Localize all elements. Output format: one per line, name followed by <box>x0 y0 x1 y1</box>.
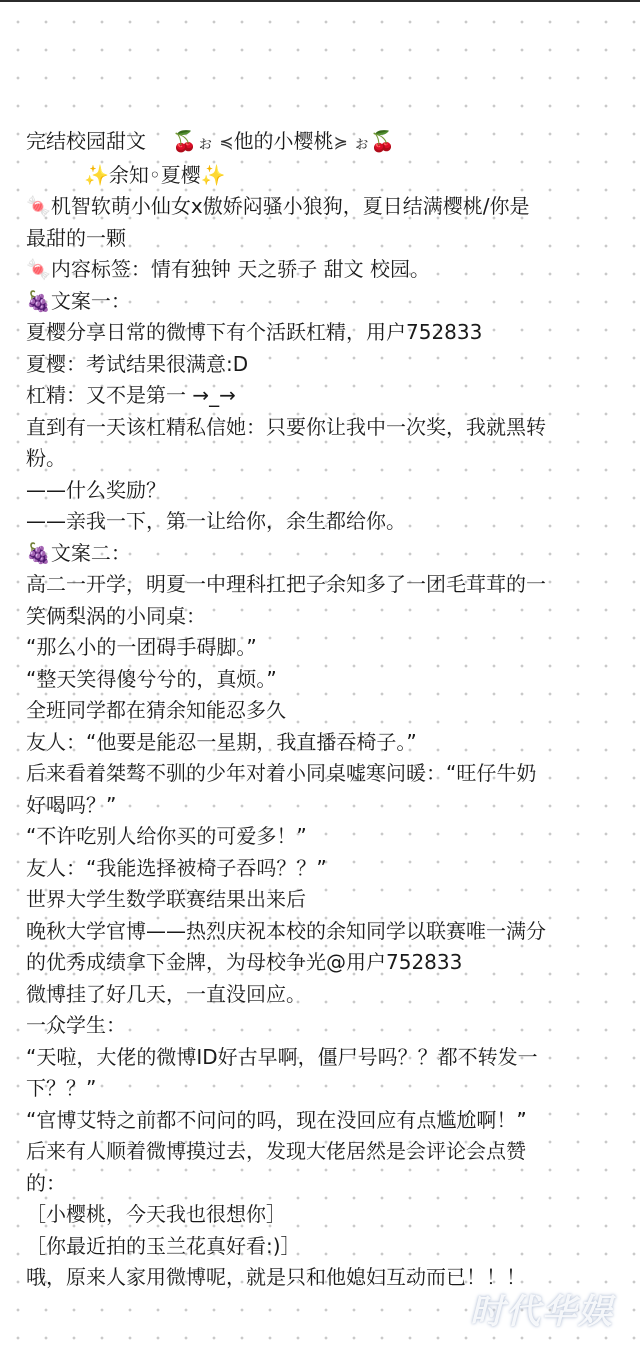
text-line: “官博艾特之前都不问问的吗，现在没回应有点尴尬啊！” <box>26 1107 527 1132</box>
grape-icon: 🍇 <box>26 288 51 313</box>
candy-icon: 🍬 <box>26 257 51 281</box>
section-heading <box>26 538 622 570</box>
tags-text: 内容标签：情有独钟 天之骄子 甜文 校园。 <box>50 257 430 281</box>
section-heading <box>26 286 622 318</box>
title-deco-left: ぉ ≼ <box>196 133 234 153</box>
title-line <box>26 126 622 160</box>
sparkle-icon: ✨ <box>84 162 109 187</box>
cherry-icon: 🍒 <box>370 129 396 153</box>
text-line: 友人：“他要是能忍一星期，我直播吞椅子。” <box>26 729 417 754</box>
sparkle-icon: ✨ <box>200 162 226 187</box>
text-line: 世界大学生数学联赛结果出来后 <box>26 887 306 911</box>
text-line: 的优秀成绩拿下金牌，为母校争光@用户752833 <box>26 950 463 974</box>
section-heading-text: 文案一： <box>50 288 131 313</box>
candy-icon: 🍬 <box>26 194 51 218</box>
watermark: 时代华娱 <box>470 1292 614 1332</box>
text-line: ［你最近拍的玉兰花真好看:)］ <box>26 1233 301 1258</box>
text-line: “整天笑得傻兮兮的，真烦。” <box>26 666 277 691</box>
text-line: 晚秋大学官博——热烈庆祝本校的余知同学以联赛唯一满分 <box>26 918 546 943</box>
authors-line <box>26 160 622 192</box>
text-line: 一众学生： <box>26 1013 126 1037</box>
authors-text: 余知◦夏樱 <box>108 162 201 187</box>
text-line: 后来有人顺着微博摸过去，发现大佬居然是会评论会点赞 <box>26 1139 526 1163</box>
title-label: 完结校园甜文 <box>26 129 146 153</box>
text-line: 好喝吗？” <box>26 792 117 817</box>
text-line: 全班同学都在猜余知能忍多久 <box>26 698 286 722</box>
text-line: 夏樱：考试结果很满意:D <box>26 351 249 376</box>
article-content <box>26 126 622 1294</box>
section-heading-text: 文案二： <box>50 540 131 565</box>
top-border <box>0 0 640 2</box>
text-line: 的： <box>26 1170 66 1195</box>
text-line: ［小樱桃，今天我也很想你］ <box>26 1202 286 1226</box>
grape-icon: 🍇 <box>26 540 51 565</box>
text-line: 友人：“我能选择被椅子吞吗？？” <box>26 855 327 880</box>
text-line: 直到有一天该杠精私信她：只要你让我中一次奖，我就黑转 <box>26 414 546 439</box>
summary-line <box>26 191 622 223</box>
text-line: ——亲我一下，第一让给你，余生都给你。 <box>26 509 406 533</box>
summary-text: 最甜的一颗 <box>26 225 126 250</box>
text-line: 后来看着桀骜不驯的少年对着小同桌嘘寒问暖：“旺仔牛奶 <box>26 761 537 785</box>
cherry-icon: 🍒 <box>172 129 197 153</box>
title-name: 他的小樱桃 <box>233 129 334 153</box>
text-line: 杠精：又不是第一 →_→ <box>26 383 236 407</box>
text-line: ——什么奖励？ <box>26 477 166 502</box>
text-line: “那么小的一团碍手碍脚。” <box>26 635 257 659</box>
summary-line <box>26 223 622 255</box>
text-line: 下？？” <box>26 1076 97 1100</box>
summary-text: 机智软萌小仙女x傲娇闷骚小狼狗，夏日结满樱桃/你是 <box>50 194 530 218</box>
title-deco-right: ≽ ぉ <box>333 133 371 153</box>
text-line: 哦，原来人家用微博呢，就是只和他媳妇互动而已！！！ <box>26 1265 526 1289</box>
text-line: “天啦，大佬的微博ID好古早啊，僵尸号吗？？都不转发一 <box>26 1044 538 1069</box>
text-line: 夏樱分享日常的微博下有个活跃杠精，用户752833 <box>26 320 483 344</box>
text-line: 微博挂了好几天，一直没回应。 <box>26 981 306 1006</box>
text-line: “不许吃别人给你买的可爱多！” <box>26 824 307 848</box>
tags-line <box>26 254 622 286</box>
text-line: 粉。 <box>26 446 66 470</box>
text-line: 笑俩梨涡的小同桌： <box>26 603 206 628</box>
text-line: 高二一开学，明夏一中理科扛把子余知多了一团毛茸茸的一 <box>26 572 546 596</box>
